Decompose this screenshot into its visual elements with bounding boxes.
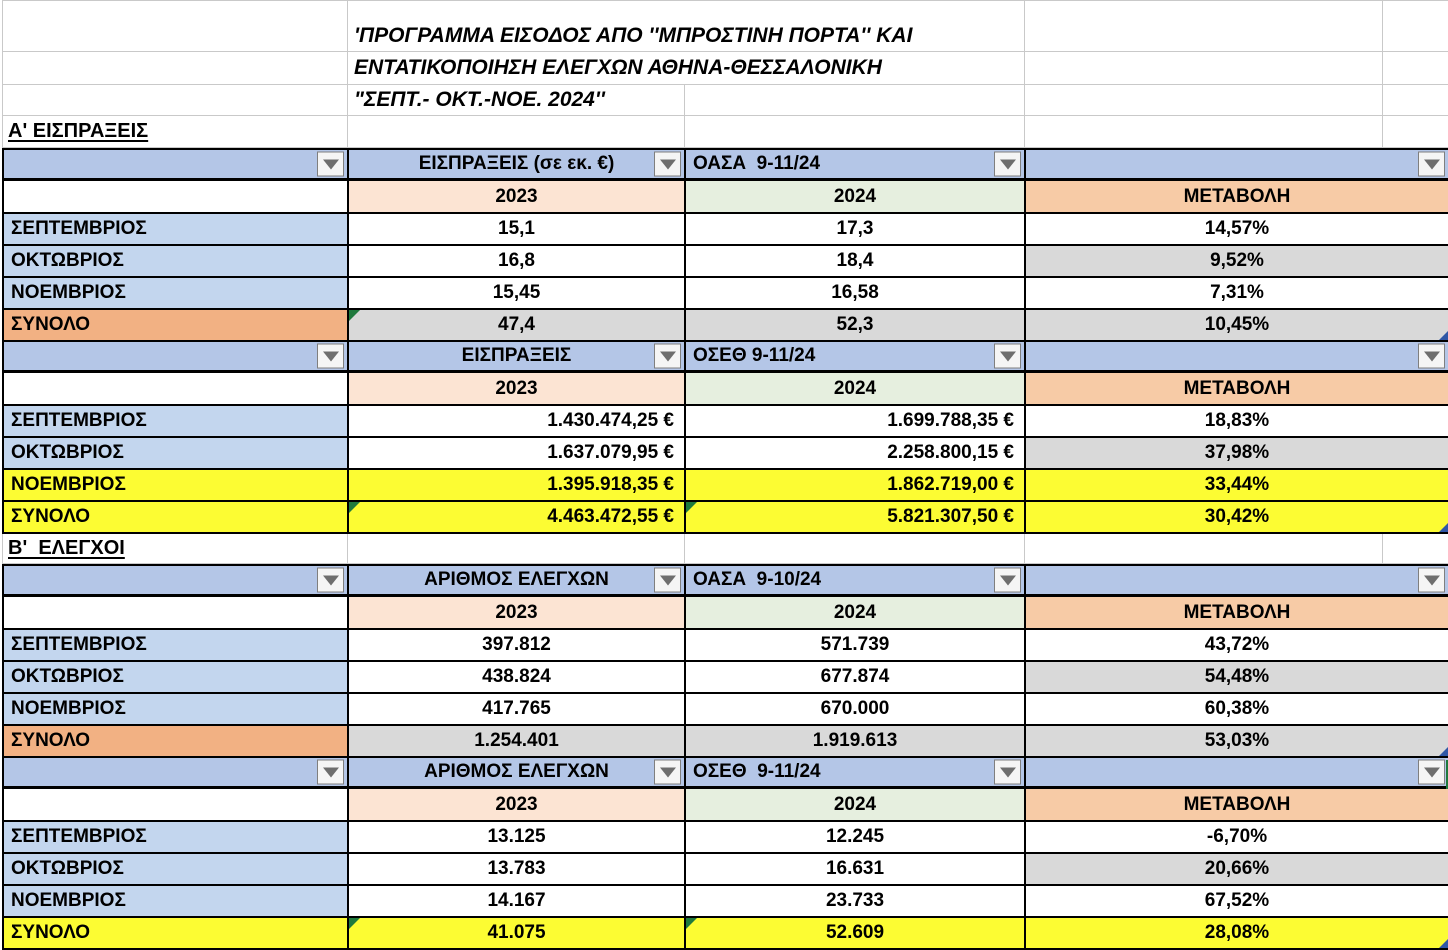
year-label: 2024 bbox=[833, 793, 877, 815]
cell-total-2024[interactable] bbox=[686, 918, 1026, 950]
filter-header-measure[interactable] bbox=[349, 150, 686, 181]
cell-change[interactable] bbox=[1026, 470, 1448, 502]
chevron-down-icon bbox=[1000, 351, 1016, 361]
value: 9,52% bbox=[1210, 250, 1264, 271]
value: 18,83% bbox=[1204, 410, 1270, 431]
month-label: ΟΚΤΩΒΡΙΟΣ bbox=[11, 442, 124, 463]
table-oasa-inspections bbox=[2, 564, 1448, 758]
chevron-down-icon bbox=[1424, 159, 1440, 169]
value: 438.824 bbox=[482, 666, 551, 687]
cell-blank[interactable] bbox=[685, 85, 1025, 116]
value: 52.609 bbox=[825, 922, 885, 943]
value: 23.733 bbox=[825, 890, 885, 911]
cell-value-2024[interactable] bbox=[686, 662, 1026, 694]
value: 1.254.401 bbox=[474, 730, 559, 751]
value: 43,72% bbox=[1204, 634, 1270, 655]
cell-value-2023[interactable] bbox=[349, 822, 686, 854]
month-label: ΟΚΤΩΒΡΙΟΣ bbox=[11, 250, 124, 271]
value: 1.919.613 bbox=[812, 730, 898, 751]
year-label: 2024 bbox=[833, 185, 877, 207]
cell-value-2024[interactable] bbox=[686, 630, 1026, 662]
cell-change[interactable] bbox=[1026, 246, 1448, 278]
cell-value-2023[interactable] bbox=[349, 854, 686, 886]
change-header[interactable] bbox=[1026, 373, 1448, 406]
cell-value-2024[interactable] bbox=[686, 694, 1026, 726]
cell-value-2024[interactable] bbox=[686, 406, 1026, 438]
section-b-cell[interactable] bbox=[3, 534, 348, 564]
cell-value-2023[interactable] bbox=[349, 438, 686, 470]
change-header[interactable] bbox=[1026, 789, 1448, 822]
chevron-down-icon bbox=[660, 767, 676, 777]
month-label: ΣΕΠΤΕΜΒΡΙΟΣ bbox=[11, 826, 147, 847]
year-2024-header[interactable] bbox=[686, 597, 1026, 630]
value: 28,08% bbox=[1204, 922, 1270, 943]
value: 54,48% bbox=[1204, 666, 1270, 687]
change-label: ΜΕΤΑΒΟΛΗ bbox=[1183, 601, 1291, 623]
filter-header-measure[interactable] bbox=[349, 342, 686, 373]
error-indicator-icon bbox=[349, 918, 360, 929]
value: 67,52% bbox=[1204, 890, 1270, 911]
filter-dropdown-button[interactable] bbox=[654, 568, 681, 593]
value: 37,98% bbox=[1204, 442, 1270, 463]
filter-header-measure[interactable] bbox=[349, 566, 686, 597]
cell-total-change[interactable] bbox=[1026, 310, 1448, 342]
chevron-down-icon bbox=[660, 575, 676, 585]
filter-dropdown-button[interactable] bbox=[317, 760, 344, 785]
value: 13.783 bbox=[487, 858, 546, 879]
measure-label: ΕΙΣΠΡΑΞΕΙΣ (σε εκ. €) bbox=[418, 153, 615, 174]
year-2024-header[interactable] bbox=[686, 789, 1026, 822]
cell-blank[interactable] bbox=[3, 52, 348, 85]
value: 47,4 bbox=[498, 314, 535, 335]
cell-total-2024[interactable] bbox=[686, 502, 1026, 534]
value: 41.075 bbox=[487, 922, 546, 943]
chevron-down-icon bbox=[660, 351, 676, 361]
value: 60,38% bbox=[1204, 698, 1270, 719]
section-a-label: Α' ΕΙΣΠΡΑΞΕΙΣ bbox=[8, 120, 149, 142]
cell-value-2023[interactable] bbox=[349, 886, 686, 918]
cell-month-label[interactable] bbox=[4, 694, 349, 726]
value: 53,03% bbox=[1204, 730, 1270, 751]
cell-total-change[interactable] bbox=[1026, 502, 1448, 534]
filter-header-measure[interactable] bbox=[349, 758, 686, 789]
chevron-down-icon bbox=[1424, 767, 1440, 777]
cell-blank[interactable] bbox=[4, 181, 349, 214]
value: -6,70% bbox=[1206, 826, 1268, 847]
cell-month-label[interactable] bbox=[4, 438, 349, 470]
cell-total-2024[interactable] bbox=[686, 310, 1026, 342]
filter-header-blank[interactable] bbox=[4, 342, 349, 373]
total-label: ΣΥΝΟΛΟ bbox=[11, 506, 91, 527]
title-row-3[interactable] bbox=[348, 85, 685, 116]
cell-blank[interactable] bbox=[1383, 116, 1448, 148]
filter-header-scope[interactable] bbox=[686, 342, 1026, 373]
filter-header-blank[interactable] bbox=[4, 150, 349, 181]
month-label: ΣΕΠΤΕΜΒΡΙΟΣ bbox=[11, 410, 147, 431]
filter-dropdown-button[interactable] bbox=[317, 152, 344, 177]
chevron-down-icon bbox=[1000, 575, 1016, 585]
cell-blank[interactable] bbox=[348, 534, 685, 564]
cell-blank[interactable] bbox=[4, 789, 349, 822]
year-label: 2024 bbox=[833, 377, 877, 399]
value: 16.631 bbox=[825, 858, 885, 879]
cell-value-2023[interactable] bbox=[349, 214, 686, 246]
error-indicator-icon bbox=[349, 502, 360, 513]
filter-header-blank[interactable] bbox=[1026, 566, 1448, 597]
cell-change[interactable] bbox=[1026, 630, 1448, 662]
title-area bbox=[2, 0, 1448, 148]
cell-value-2023[interactable] bbox=[349, 694, 686, 726]
cell-change[interactable] bbox=[1026, 694, 1448, 726]
cell-month-label[interactable] bbox=[4, 854, 349, 886]
filter-header-blank[interactable] bbox=[1026, 150, 1448, 181]
value: 670.000 bbox=[820, 698, 890, 719]
cell-value-2024[interactable] bbox=[686, 438, 1026, 470]
cell-blank[interactable] bbox=[1025, 52, 1383, 85]
cell-total-2023[interactable] bbox=[349, 502, 686, 534]
cell-blank[interactable] bbox=[1025, 116, 1383, 148]
cell-blank[interactable] bbox=[4, 597, 349, 630]
cell-value-2024[interactable] bbox=[686, 886, 1026, 918]
error-indicator-icon bbox=[686, 502, 697, 513]
section-b-row bbox=[2, 534, 1448, 564]
cell-blank[interactable] bbox=[1383, 1, 1448, 52]
table-oasa-collections bbox=[2, 148, 1448, 342]
value: 1.637.079,95 € bbox=[547, 442, 674, 463]
change-label: ΜΕΤΑΒΟΛΗ bbox=[1183, 793, 1291, 815]
cell-value-2024[interactable] bbox=[686, 214, 1026, 246]
total-label: ΣΥΝΟΛΟ bbox=[11, 730, 91, 751]
month-label: ΝΟΕΜΒΡΙΟΣ bbox=[11, 698, 126, 719]
title-line-2: ΕΝΤΑΤΙΚΟΠΟΙΗΣΗ ΕΛΕΓΧΩΝ ΑΘΗΝΑ-ΘΕΣΣΑΛΟΝΙΚΗ bbox=[354, 56, 882, 79]
value: 677.874 bbox=[820, 666, 890, 687]
value: 4.463.472,55 € bbox=[547, 506, 674, 527]
cell-blank[interactable] bbox=[1383, 52, 1448, 85]
cell-change[interactable] bbox=[1026, 886, 1448, 918]
cell-change[interactable] bbox=[1026, 822, 1448, 854]
filter-dropdown-button[interactable] bbox=[1418, 152, 1445, 177]
filter-dropdown-button[interactable] bbox=[654, 344, 681, 369]
cell-total-label[interactable] bbox=[4, 502, 349, 534]
cell-value-2024[interactable] bbox=[686, 470, 1026, 502]
chevron-down-icon bbox=[323, 575, 339, 585]
chevron-down-icon bbox=[323, 351, 339, 361]
month-label: ΣΕΠΤΕΜΒΡΙΟΣ bbox=[11, 634, 147, 655]
chevron-down-icon bbox=[660, 159, 676, 169]
year-2024-header[interactable] bbox=[686, 373, 1026, 406]
cell-total-2023[interactable] bbox=[349, 726, 686, 758]
value: 397.812 bbox=[482, 634, 551, 655]
chevron-down-icon bbox=[1424, 575, 1440, 585]
total-label: ΣΥΝΟΛΟ bbox=[11, 922, 91, 943]
total-label: ΣΥΝΟΛΟ bbox=[11, 314, 91, 335]
value: 13.125 bbox=[487, 826, 546, 847]
filter-dropdown-button[interactable] bbox=[654, 760, 681, 785]
cell-month-label[interactable] bbox=[4, 406, 349, 438]
year-label: 2023 bbox=[495, 377, 538, 399]
month-label: ΝΟΕΜΒΡΙΟΣ bbox=[11, 890, 126, 911]
value: 417.765 bbox=[482, 698, 551, 719]
cell-month-label[interactable] bbox=[4, 278, 349, 310]
year-2023-header[interactable] bbox=[349, 789, 686, 822]
value: 1.862.719,00 € bbox=[887, 474, 1014, 495]
change-header[interactable] bbox=[1026, 181, 1448, 214]
cell-blank[interactable] bbox=[1025, 85, 1383, 116]
corner-marker-icon bbox=[1439, 331, 1448, 340]
year-2023-header[interactable] bbox=[349, 597, 686, 630]
table-oseth-collections bbox=[2, 342, 1448, 534]
value: 15,45 bbox=[492, 282, 541, 303]
cell-value-2024[interactable] bbox=[686, 246, 1026, 278]
table-oseth-inspections bbox=[2, 758, 1448, 950]
filter-dropdown-button[interactable] bbox=[994, 568, 1021, 593]
scope-label: ΟΑΣΑ 9-11/24 bbox=[693, 153, 821, 174]
month-label: ΣΕΠΤΕΜΒΡΙΟΣ bbox=[11, 218, 147, 239]
filter-header-blank[interactable] bbox=[4, 566, 349, 597]
scope-label: ΟΣΕΘ 9-11/24 bbox=[693, 345, 816, 366]
cell-total-label[interactable] bbox=[4, 310, 349, 342]
measure-label: ΑΡΙΘΜΟΣ ΕΛΕΓΧΩΝ bbox=[424, 761, 609, 782]
cell-total-label[interactable] bbox=[4, 726, 349, 758]
cell-change[interactable] bbox=[1026, 662, 1448, 694]
year-label: 2023 bbox=[495, 793, 538, 815]
value: 52,3 bbox=[836, 314, 874, 335]
cell-blank[interactable] bbox=[1383, 534, 1448, 564]
cell-value-2023[interactable] bbox=[349, 278, 686, 310]
section-a-cell[interactable] bbox=[3, 116, 348, 148]
value: 5.821.307,50 € bbox=[887, 506, 1014, 527]
cell-change[interactable] bbox=[1026, 854, 1448, 886]
chevron-down-icon bbox=[323, 767, 339, 777]
chevron-down-icon bbox=[1424, 351, 1440, 361]
value: 17,3 bbox=[836, 218, 874, 239]
cell-value-2023[interactable] bbox=[349, 246, 686, 278]
title-row-2[interactable] bbox=[348, 52, 1025, 85]
value: 14,57% bbox=[1204, 218, 1270, 239]
change-label: ΜΕΤΑΒΟΛΗ bbox=[1183, 185, 1291, 207]
cell-value-2023[interactable] bbox=[349, 470, 686, 502]
year-label: 2023 bbox=[495, 185, 538, 207]
cell-blank[interactable] bbox=[3, 85, 348, 116]
cell-value-2024[interactable] bbox=[686, 278, 1026, 310]
value: 16,8 bbox=[498, 250, 535, 271]
cell-blank[interactable] bbox=[685, 116, 1025, 148]
cell-month-label[interactable] bbox=[4, 822, 349, 854]
filter-dropdown-button[interactable] bbox=[317, 344, 344, 369]
corner-marker-icon bbox=[1439, 747, 1448, 756]
scope-label: ΟΣΕΘ 9-11/24 bbox=[693, 761, 821, 782]
value: 30,42% bbox=[1204, 506, 1270, 527]
filter-dropdown-button[interactable] bbox=[1418, 568, 1445, 593]
filter-dropdown-button[interactable] bbox=[1418, 760, 1445, 785]
corner-marker-icon bbox=[1439, 523, 1448, 532]
measure-label: ΕΙΣΠΡΑΞΕΙΣ bbox=[461, 345, 572, 366]
scope-label: ΟΑΣΑ 9-10/24 bbox=[693, 569, 822, 590]
cell-month-label[interactable] bbox=[4, 886, 349, 918]
chevron-down-icon bbox=[1000, 767, 1016, 777]
cell-value-2024[interactable] bbox=[686, 854, 1026, 886]
cell-blank[interactable] bbox=[348, 116, 685, 148]
spreadsheet bbox=[2, 0, 1448, 950]
corner-marker-icon bbox=[1439, 939, 1448, 948]
value: 16,58 bbox=[831, 282, 879, 303]
change-header[interactable] bbox=[1026, 597, 1448, 630]
value: 14.167 bbox=[487, 890, 546, 911]
value: 2.258.800,15 € bbox=[887, 442, 1014, 463]
value: 33,44% bbox=[1204, 474, 1270, 495]
cell-blank[interactable] bbox=[685, 534, 1025, 564]
month-label: ΟΚΤΩΒΡΙΟΣ bbox=[11, 858, 124, 879]
cell-total-change[interactable] bbox=[1026, 918, 1448, 950]
cell-blank[interactable] bbox=[1025, 534, 1383, 564]
cell-month-label[interactable] bbox=[4, 662, 349, 694]
cell-blank[interactable] bbox=[1383, 85, 1448, 116]
chevron-down-icon bbox=[323, 159, 339, 169]
error-indicator-icon bbox=[349, 310, 360, 321]
cell-month-label[interactable] bbox=[4, 630, 349, 662]
month-label: ΝΟΕΜΒΡΙΟΣ bbox=[11, 282, 126, 303]
error-indicator-icon bbox=[686, 918, 697, 929]
year-2023-header[interactable] bbox=[349, 181, 686, 214]
cell-change[interactable] bbox=[1026, 438, 1448, 470]
cell-month-label[interactable] bbox=[4, 470, 349, 502]
cell-total-2023[interactable] bbox=[349, 918, 686, 950]
cell-total-2024[interactable] bbox=[686, 726, 1026, 758]
year-label: 2024 bbox=[833, 601, 877, 623]
title-line-3: "ΣΕΠΤ.- ΟΚΤ.-ΝΟΕ. 2024'' bbox=[354, 88, 605, 111]
filter-dropdown-button[interactable] bbox=[317, 568, 344, 593]
cell-total-2023[interactable] bbox=[349, 310, 686, 342]
year-2024-header[interactable] bbox=[686, 181, 1026, 214]
title-line-1: 'ΠΡΟΓΡΑΜΜΑ ΕΙΣΟΔΟΣ ΑΠΟ ''ΜΠΡΟΣΤΙΝΗ ΠΟΡΤΑ'' ΚΑΙ bbox=[354, 24, 913, 47]
filter-dropdown-button[interactable] bbox=[994, 344, 1021, 369]
value: 571.739 bbox=[820, 634, 890, 655]
cell-total-change[interactable] bbox=[1026, 726, 1448, 758]
cell-change[interactable] bbox=[1026, 214, 1448, 246]
cell-value-2023[interactable] bbox=[349, 406, 686, 438]
chevron-down-icon bbox=[1000, 159, 1016, 169]
cell-blank[interactable] bbox=[3, 1, 348, 52]
month-label: ΟΚΤΩΒΡΙΟΣ bbox=[11, 666, 124, 687]
value: 7,31% bbox=[1210, 282, 1264, 303]
cell-month-label[interactable] bbox=[4, 246, 349, 278]
value: 18,4 bbox=[836, 250, 874, 271]
cell-change[interactable] bbox=[1026, 278, 1448, 310]
measure-label: ΑΡΙΘΜΟΣ ΕΛΕΓΧΩΝ bbox=[424, 569, 609, 590]
filter-header-scope[interactable] bbox=[686, 566, 1026, 597]
year-2023-header[interactable] bbox=[349, 373, 686, 406]
filter-header-blank[interactable] bbox=[1026, 342, 1448, 373]
filter-dropdown-button[interactable] bbox=[1418, 344, 1445, 369]
filter-dropdown-button[interactable] bbox=[654, 152, 681, 177]
cell-month-label[interactable] bbox=[4, 214, 349, 246]
cell-blank[interactable] bbox=[4, 373, 349, 406]
cell-value-2024[interactable] bbox=[686, 822, 1026, 854]
value: 1.699.788,35 € bbox=[887, 410, 1014, 431]
month-label: ΝΟΕΜΒΡΙΟΣ bbox=[11, 474, 126, 495]
value: 15,1 bbox=[498, 218, 535, 239]
cell-total-label[interactable] bbox=[4, 918, 349, 950]
cell-change[interactable] bbox=[1026, 406, 1448, 438]
value: 12.245 bbox=[825, 826, 885, 847]
cell-value-2023[interactable] bbox=[349, 662, 686, 694]
value: 1.430.474,25 € bbox=[547, 410, 674, 431]
filter-header-blank[interactable] bbox=[1026, 758, 1448, 789]
value: 1.395.918,35 € bbox=[547, 474, 674, 495]
filter-header-blank[interactable] bbox=[4, 758, 349, 789]
filter-header-scope[interactable] bbox=[686, 758, 1026, 789]
section-b-label: Β' ΕΛΕΓΧΟΙ bbox=[8, 537, 125, 559]
filter-dropdown-button[interactable] bbox=[994, 760, 1021, 785]
value: 20,66% bbox=[1204, 858, 1270, 879]
cell-blank[interactable] bbox=[1025, 1, 1383, 52]
cell-value-2023[interactable] bbox=[349, 630, 686, 662]
title-row-1[interactable] bbox=[348, 1, 1025, 52]
change-label: ΜΕΤΑΒΟΛΗ bbox=[1183, 377, 1291, 399]
year-label: 2023 bbox=[495, 601, 538, 623]
filter-header-scope[interactable] bbox=[686, 150, 1026, 181]
filter-dropdown-button[interactable] bbox=[994, 152, 1021, 177]
value: 10,45% bbox=[1204, 314, 1270, 335]
